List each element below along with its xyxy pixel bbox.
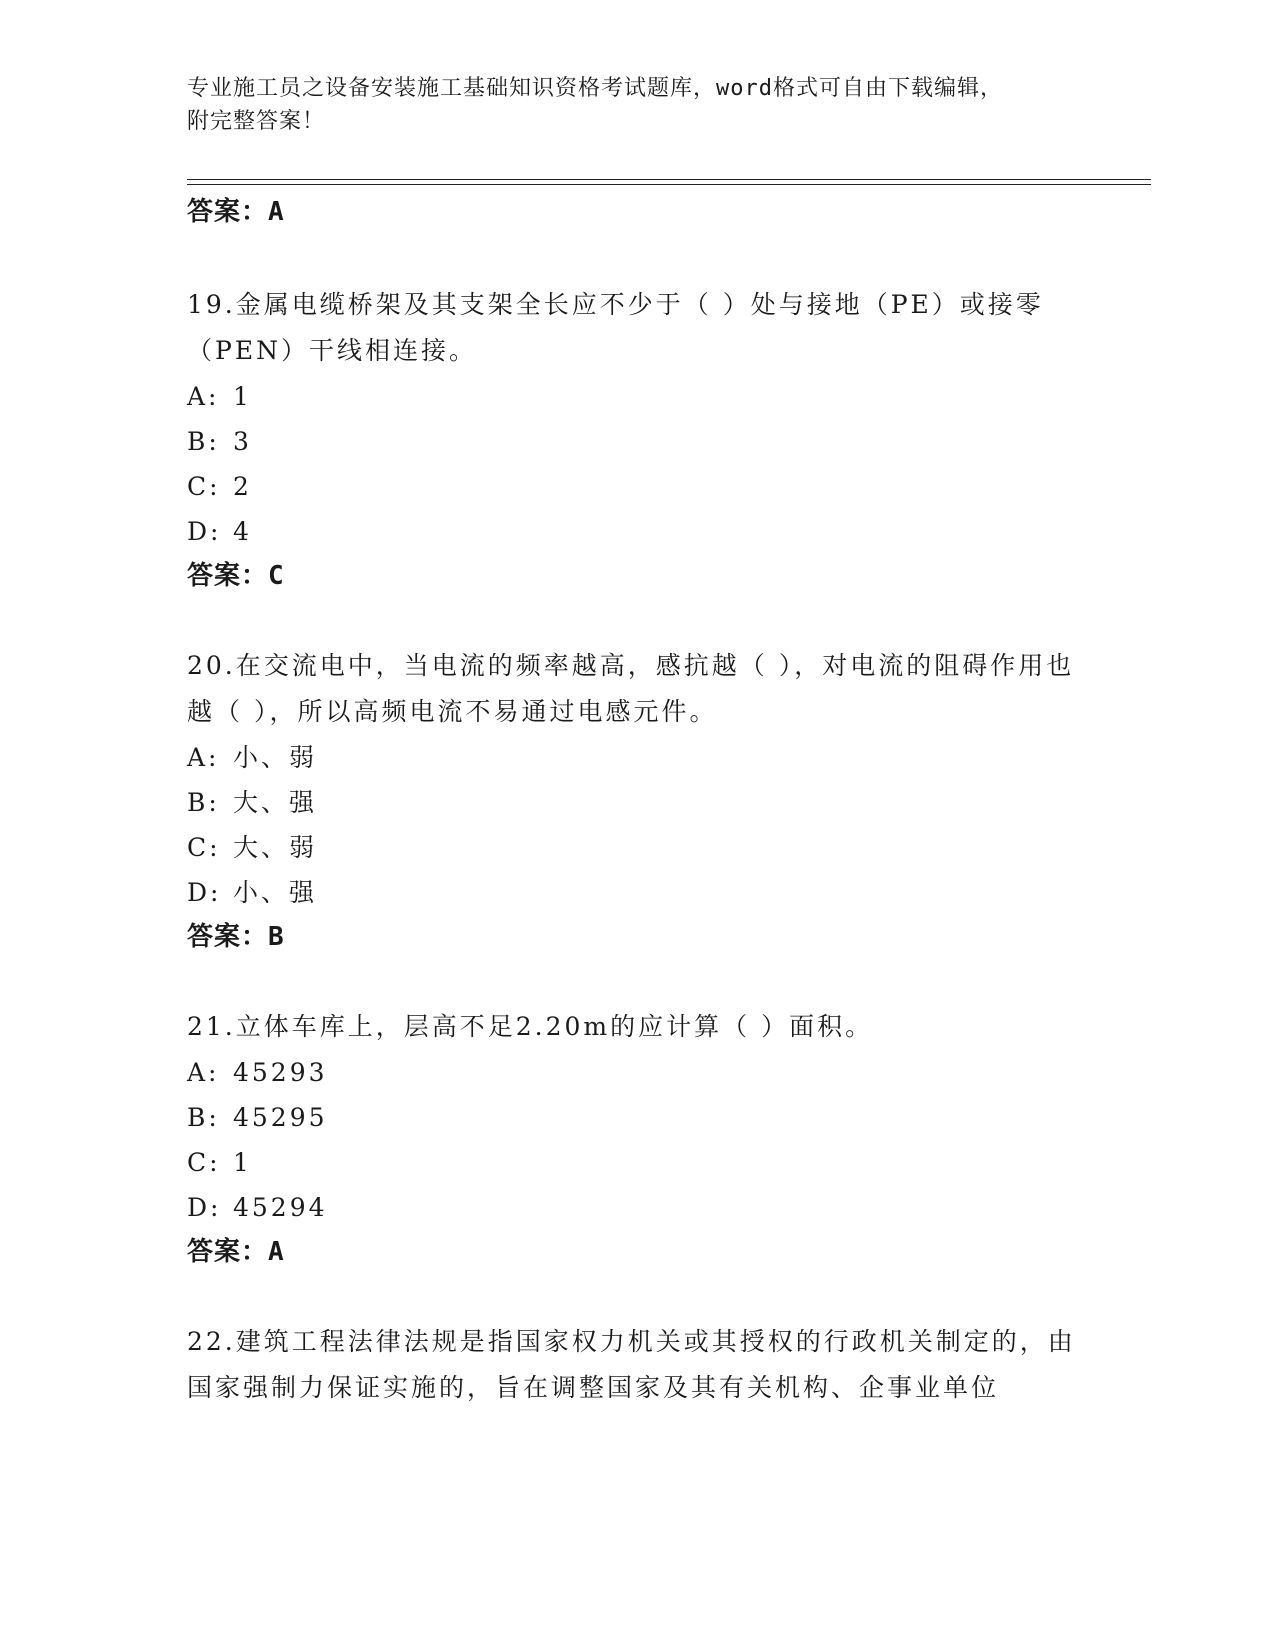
option-text: 大、强 [233, 788, 318, 817]
option-item [187, 735, 1087, 780]
option-item [187, 509, 1087, 554]
question-text: 20.在交流电中，当电流的频率越高，感抗越（ ），对电流的阻碍作用也越（ ），所以高频电流不易通过电感元件。 [187, 651, 1075, 726]
option-label: B: [187, 1103, 220, 1132]
option-label: D: [187, 1193, 222, 1222]
option-label: A: [187, 382, 220, 411]
option-label: A: [187, 1058, 220, 1087]
header-rule-top [187, 179, 1151, 180]
option-text: 1 [233, 382, 252, 411]
option-text: 45294 [233, 1193, 328, 1222]
question-text: 21.立体车库上，层高不足2.20m的应计算（ ）面积。 [187, 1012, 874, 1041]
option-text: 1 [233, 1148, 252, 1177]
answer-label: 答案：A [187, 1237, 285, 1267]
answer-label: 答案：C [187, 561, 285, 591]
option-item [187, 419, 1087, 464]
option-text: 3 [233, 427, 252, 456]
option-text: 大、弱 [233, 833, 318, 862]
option-text: 45295 [233, 1103, 328, 1132]
option-item [187, 1050, 1087, 1095]
option-item [187, 1095, 1087, 1140]
option-text: 小、弱 [233, 743, 318, 772]
option-text: 45293 [233, 1058, 328, 1087]
option-text: 小、强 [233, 878, 318, 907]
question-text: 19.金属电缆桥架及其支架全长应不少于（ ）处与接地（PE）或接零（PEN）干线相连接。 [187, 290, 1044, 365]
option-item [187, 780, 1087, 825]
option-item [187, 464, 1087, 509]
option-label: C: [187, 472, 221, 501]
header-line-1: 专业施工员之设备安装施工基础知识资格考试题库，word格式可自由下载编辑， [187, 76, 1003, 101]
document-header [187, 72, 1067, 138]
option-label: D: [187, 517, 222, 546]
question-list [187, 190, 1087, 1411]
answer-label: 答案：A [187, 197, 285, 227]
option-label: A: [187, 743, 220, 772]
option-label: D: [187, 878, 222, 907]
option-label: C: [187, 1148, 221, 1177]
option-text: 2 [233, 472, 252, 501]
option-item [187, 870, 1087, 915]
option-text: 4 [233, 517, 252, 546]
option-label: B: [187, 788, 220, 817]
header-line-2: 附完整答案！ [187, 109, 326, 134]
option-item [187, 374, 1087, 419]
option-item [187, 1185, 1087, 1230]
answer-label: 答案：B [187, 922, 285, 952]
header-rule-bottom [187, 184, 1151, 185]
option-label: C: [187, 833, 221, 862]
option-label: B: [187, 427, 220, 456]
option-item [187, 825, 1087, 870]
question-text: 22.建筑工程法律法规是指国家权力机关或其授权的行政机关制定的，由国家强制力保证实施的，旨在调整国家及其有关机构、企事业单位 [187, 1327, 1076, 1402]
option-item [187, 1140, 1087, 1185]
